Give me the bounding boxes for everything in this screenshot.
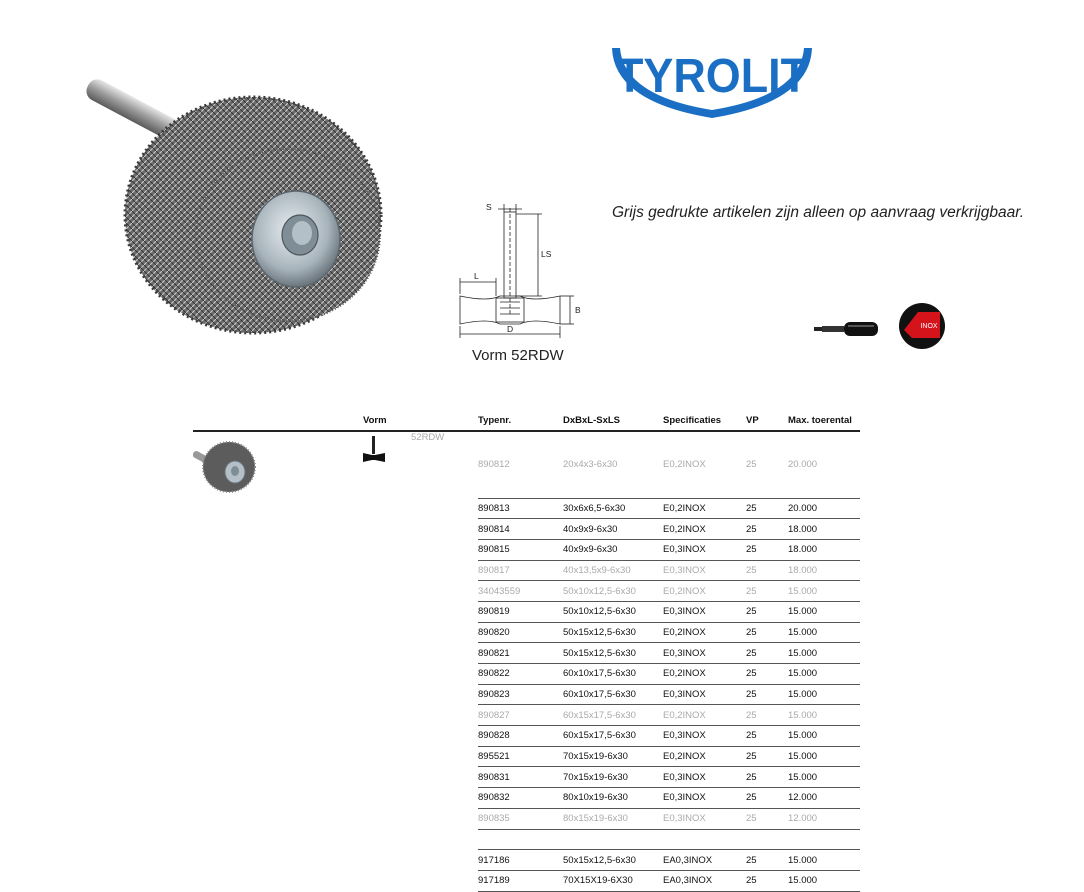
row-vorm-code-cell — [411, 705, 478, 726]
table-row — [193, 726, 860, 747]
table-header — [193, 410, 860, 431]
row-vorm-icon-cell — [363, 431, 411, 498]
table-row — [193, 539, 860, 560]
row-vorm-icon-cell — [363, 601, 411, 622]
dim-label-s: S — [486, 202, 492, 212]
cell-vp: 25 — [746, 498, 788, 519]
row-vorm-code-cell — [411, 601, 478, 622]
cell-spec: EA0,3INOX — [663, 850, 746, 871]
row-image-cell — [193, 726, 363, 747]
row-vorm-code-cell — [411, 539, 478, 560]
row-vorm-icon-cell — [363, 664, 411, 685]
row-image-cell — [193, 870, 363, 891]
row-image-cell — [193, 498, 363, 519]
cell-type: 890835 — [478, 808, 563, 829]
header-dims: DxBxL-SxLS — [563, 410, 663, 431]
row-image-cell — [193, 519, 363, 540]
cell-spec: E0,3INOX — [663, 808, 746, 829]
cell-vp: 25 — [746, 850, 788, 871]
shape-52rdw-icon — [363, 436, 385, 466]
cell-vp: 25 — [746, 808, 788, 829]
cell-rpm: 15.000 — [788, 767, 860, 788]
table-row — [193, 498, 860, 519]
cell-rpm: 15.000 — [788, 746, 860, 767]
table-row — [193, 808, 860, 829]
cell-rpm: 18.000 — [788, 560, 860, 581]
cell-rpm: 15.000 — [788, 622, 860, 643]
table-row-blank — [193, 829, 860, 850]
row-vorm-code-cell — [411, 560, 478, 581]
table-row — [193, 601, 860, 622]
cell-vp: 25 — [746, 601, 788, 622]
cell-spec: E0,2INOX — [663, 746, 746, 767]
cell-spec: E0,2INOX — [663, 622, 746, 643]
row-vorm-icon-cell — [363, 581, 411, 602]
dimension-diagram — [450, 198, 590, 348]
cell-rpm: 20.000 — [788, 498, 860, 519]
table-row — [193, 684, 860, 705]
cell-vp: 25 — [746, 726, 788, 747]
cell-vp: 25 — [746, 705, 788, 726]
cell-dims: 60x15x17,5-6x30 — [563, 726, 663, 747]
row-vorm-icon-cell — [363, 726, 411, 747]
cell-vp: 25 — [746, 788, 788, 809]
cell-type: 890828 — [478, 726, 563, 747]
table-row — [193, 870, 860, 891]
cell-spec: EA0,3INOX — [663, 870, 746, 891]
row-vorm-code-cell — [411, 519, 478, 540]
inox-badge-text: INOX — [920, 323, 938, 330]
table-row — [193, 519, 860, 540]
row-vorm-code-cell — [411, 581, 478, 602]
cell-type: 890821 — [478, 643, 563, 664]
cell-vp: 25 — [746, 622, 788, 643]
cell-rpm: 15.000 — [788, 870, 860, 891]
cell-type: 890820 — [478, 622, 563, 643]
cell-dims: 70x15x19-6x30 — [563, 767, 663, 788]
cell-rpm: 15.000 — [788, 643, 860, 664]
row-image-cell — [193, 643, 363, 664]
table-row — [193, 622, 860, 643]
table-row — [193, 705, 860, 726]
inox-badge-icon — [898, 302, 946, 350]
cell-type: 34043559 — [478, 581, 563, 602]
header-rpm: Max. toerental — [788, 410, 860, 431]
dim-label-l: L — [474, 271, 479, 281]
cell-type: 890814 — [478, 519, 563, 540]
cell-vp: 25 — [746, 519, 788, 540]
table-row — [193, 581, 860, 602]
cell-rpm: 15.000 — [788, 684, 860, 705]
table-row — [193, 850, 860, 871]
cell-rpm: 15.000 — [788, 850, 860, 871]
cell-type: 890832 — [478, 788, 563, 809]
cell-dims: 50x10x12,5-6x30 — [563, 601, 663, 622]
cell-dims: 80x10x19-6x30 — [563, 788, 663, 809]
cell-rpm: 15.000 — [788, 705, 860, 726]
cell-type: 890815 — [478, 539, 563, 560]
cell-vp: 25 — [746, 581, 788, 602]
header-type: Typenr. — [478, 410, 563, 431]
cell-spec: E0,2INOX — [663, 664, 746, 685]
cell-spec: E0,3INOX — [663, 788, 746, 809]
cell-rpm: 20.000 — [788, 431, 860, 498]
cell-vp: 25 — [746, 431, 788, 498]
table-row — [193, 560, 860, 581]
cell-dims: 50x10x12,5-6x30 — [563, 581, 663, 602]
row-vorm-code-cell — [411, 622, 478, 643]
cell-type: 895521 — [478, 746, 563, 767]
cell-rpm: 15.000 — [788, 726, 860, 747]
row-image-cell — [193, 581, 363, 602]
row-vorm-icon-cell — [363, 643, 411, 664]
row-image-cell — [193, 746, 363, 767]
row-image-cell — [193, 684, 363, 705]
cell-vp: 25 — [746, 560, 788, 581]
row-vorm-code-cell — [411, 788, 478, 809]
cell-spec: E0,3INOX — [663, 601, 746, 622]
cell-spec: E0,2INOX — [663, 519, 746, 540]
cell-vp: 25 — [746, 684, 788, 705]
row-image-cell — [193, 664, 363, 685]
tyrolit-logo — [608, 38, 816, 122]
cell-spec: E0,3INOX — [663, 767, 746, 788]
header-vp: VP — [746, 410, 788, 431]
cell-type: 890823 — [478, 684, 563, 705]
cell-dims: 30x6x6,5-6x30 — [563, 498, 663, 519]
row-vorm-icon-cell — [363, 767, 411, 788]
cell-dims: 70x15x19-6x30 — [563, 746, 663, 767]
row-vorm-icon-cell — [363, 850, 411, 871]
header-vorm: Vorm — [363, 410, 411, 431]
row-image-cell — [193, 431, 363, 498]
row-image-cell — [193, 788, 363, 809]
cell-spec: E0,2INOX — [663, 581, 746, 602]
vorm-code: 52RDW — [411, 432, 445, 443]
cell-vp: 25 — [746, 539, 788, 560]
row-image-cell — [193, 601, 363, 622]
product-thumbnail — [193, 436, 257, 498]
row-vorm-code-cell — [411, 746, 478, 767]
cell-vp: 25 — [746, 664, 788, 685]
cell-spec: E0,2INOX — [663, 431, 746, 498]
dim-label-b: B — [575, 305, 581, 315]
cell-spec: E0,3INOX — [663, 539, 746, 560]
cell-vp: 25 — [746, 746, 788, 767]
cell-vp: 25 — [746, 870, 788, 891]
cell-rpm: 12.000 — [788, 808, 860, 829]
cell-dims: 60x10x17,5-6x30 — [563, 684, 663, 705]
row-vorm-code-cell — [411, 808, 478, 829]
cell-dims: 20x4x3-6x30 — [563, 431, 663, 498]
cell-spec: E0,2INOX — [663, 705, 746, 726]
row-vorm-icon-cell — [363, 788, 411, 809]
cell-dims: 80x15x19-6x30 — [563, 808, 663, 829]
availability-note: Grijs gedrukte artikelen zijn alleen op aanvraag verkrijgbaar. — [612, 204, 1025, 221]
cell-spec: E0,3INOX — [663, 560, 746, 581]
table-row — [193, 746, 860, 767]
header-spec: Specificaties — [663, 410, 746, 431]
table-row — [193, 788, 860, 809]
spec-table — [193, 410, 860, 892]
row-vorm-code-cell — [411, 664, 478, 685]
cell-type: 917189 — [478, 870, 563, 891]
table-row — [193, 767, 860, 788]
cell-type: 890813 — [478, 498, 563, 519]
product-photo — [78, 55, 398, 355]
row-vorm-icon-cell — [363, 808, 411, 829]
cell-type: 917186 — [478, 850, 563, 871]
row-vorm-code-cell — [411, 870, 478, 891]
cell-rpm: 12.000 — [788, 788, 860, 809]
row-vorm-icon-cell — [363, 684, 411, 705]
cell-rpm: 18.000 — [788, 539, 860, 560]
cell-dims: 50x15x12,5-6x30 — [563, 850, 663, 871]
diagram-caption: Vorm 52RDW — [472, 347, 564, 364]
cell-vp: 25 — [746, 767, 788, 788]
row-vorm-code-cell — [411, 684, 478, 705]
row-vorm-icon-cell — [363, 498, 411, 519]
row-vorm-icon-cell — [363, 539, 411, 560]
cell-type: 890817 — [478, 560, 563, 581]
cell-type: 890819 — [478, 601, 563, 622]
cell-dims: 50x15x12,5-6x30 — [563, 622, 663, 643]
row-vorm-code-cell — [411, 767, 478, 788]
cell-dims: 40x9x9-6x30 — [563, 539, 663, 560]
cell-type: 890812 — [478, 431, 563, 498]
row-vorm-icon-cell — [363, 622, 411, 643]
cell-dims: 40x9x9-6x30 — [563, 519, 663, 540]
cell-spec: E0,2INOX — [663, 498, 746, 519]
table-row — [193, 664, 860, 685]
cell-rpm: 15.000 — [788, 601, 860, 622]
cell-rpm: 15.000 — [788, 581, 860, 602]
drill-machine-icon — [814, 318, 882, 340]
svg-text:TYROLIT: TYROLIT — [616, 50, 808, 103]
cell-rpm: 18.000 — [788, 519, 860, 540]
cell-type: 890822 — [478, 664, 563, 685]
row-vorm-code-cell — [411, 498, 478, 519]
table-row — [193, 431, 860, 498]
cell-type: 890827 — [478, 705, 563, 726]
row-vorm-icon-cell — [363, 746, 411, 767]
row-image-cell — [193, 850, 363, 871]
cell-rpm: 15.000 — [788, 664, 860, 685]
cell-spec: E0,3INOX — [663, 643, 746, 664]
row-image-cell — [193, 560, 363, 581]
dim-label-d: D — [507, 324, 514, 334]
row-image-cell — [193, 622, 363, 643]
cell-dims: 40x13,5x9-6x30 — [563, 560, 663, 581]
cell-spec: E0,3INOX — [663, 684, 746, 705]
row-vorm-code-cell — [411, 726, 478, 747]
row-image-cell — [193, 705, 363, 726]
dim-label-ls: LS — [541, 249, 552, 259]
row-image-cell — [193, 808, 363, 829]
row-vorm-icon-cell — [363, 705, 411, 726]
cell-dims: 60x10x17,5-6x30 — [563, 664, 663, 685]
row-vorm-code-cell — [411, 643, 478, 664]
row-vorm-icon-cell — [363, 519, 411, 540]
cell-type: 890831 — [478, 767, 563, 788]
row-vorm-code-cell — [411, 431, 478, 498]
row-image-cell — [193, 767, 363, 788]
row-image-cell — [193, 539, 363, 560]
table-row — [193, 643, 860, 664]
row-vorm-icon-cell — [363, 870, 411, 891]
row-vorm-code-cell — [411, 850, 478, 871]
cell-dims: 70X15X19-6X30 — [563, 870, 663, 891]
cell-spec: E0,3INOX — [663, 726, 746, 747]
cell-dims: 50x15x12,5-6x30 — [563, 643, 663, 664]
row-vorm-icon-cell — [363, 560, 411, 581]
cell-vp: 25 — [746, 643, 788, 664]
cell-dims: 60x15x17,5-6x30 — [563, 705, 663, 726]
